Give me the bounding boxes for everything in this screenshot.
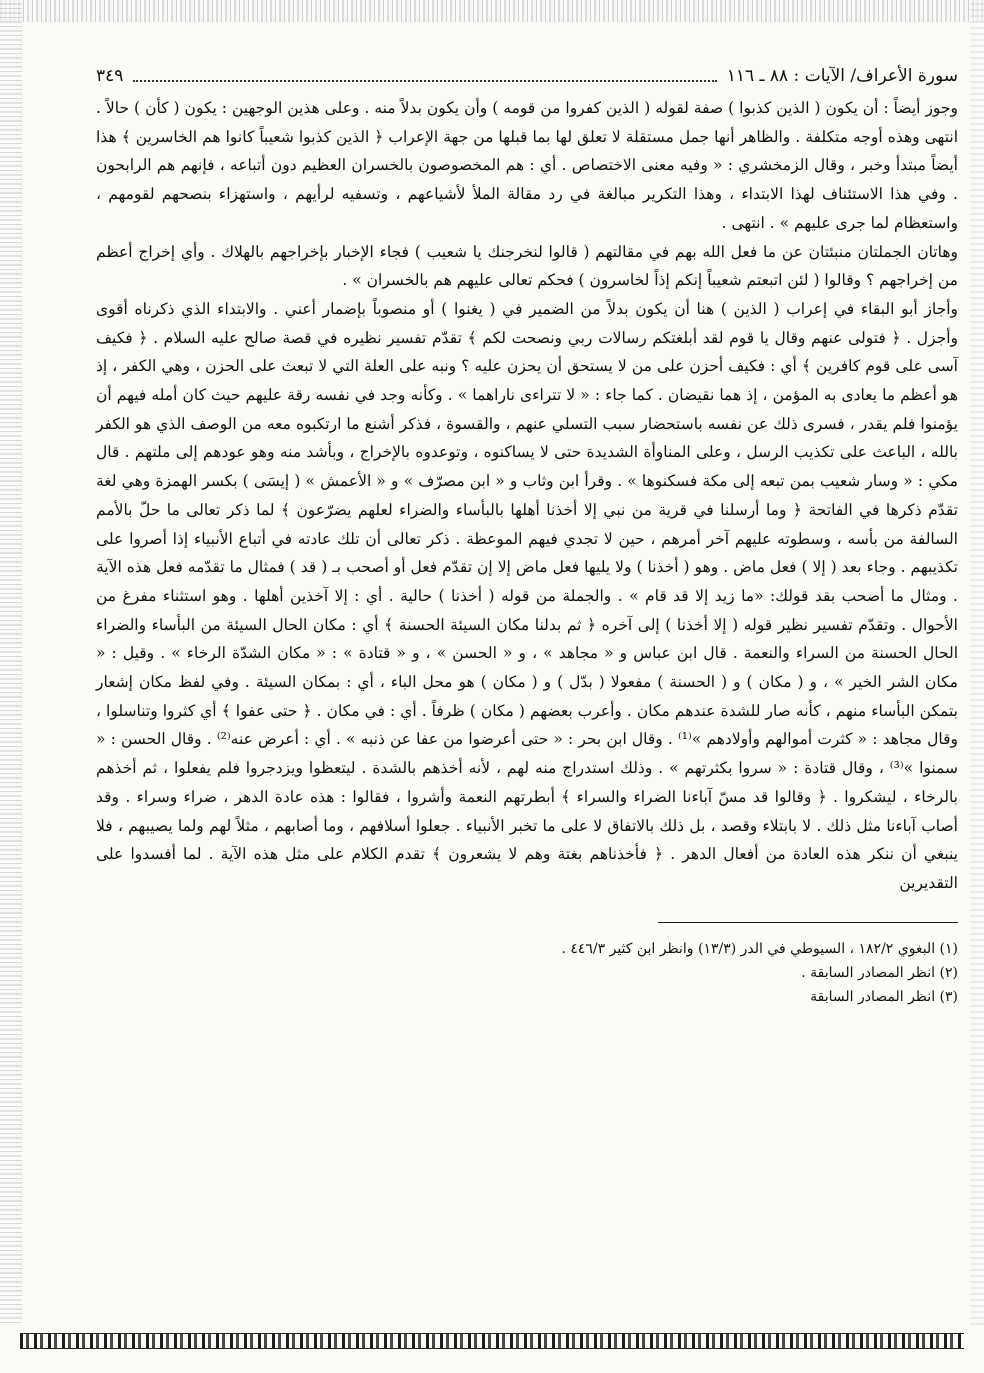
footnote-1: (١) البغوي ١٨٢/٢ ، السيوطي في الدر (١٣/٣) وانظر ابن كثير ٤٤٦/٣ . — [561, 940, 958, 957]
footnote-3: (٣) انظر المصادر السابقة — [810, 988, 958, 1005]
paragraph-1: وجوز أيضاً : أن يكون ( الذين كذبوا ) صفة لقوله ( الذين كفروا من قومه ) وأن يكون بدلاً منه . وعلى هذين الوجهين : يكون ( كأن ) حالاً . انتهى وهذه أوجه متكلفة . والظاهر أنها جمل مستقلة لا تعلق لها بما قبلها من جهة الإعراب ﴿ الذين كذبوا شعيباً كانوا هم الخاسرين ﴾ هذا أيضاً مبتدأ وخبر ، وقال الزمخشري : « وفيه معنى الاختصاص . أي : هم المخصوصون بالخسران العظيم دون أتباعه ، فإنهم هم الرابحون . وفي هذا الاستئناف لهذا الابتداء ، وهذا التكرير مبالغة في رد مقالة الملأ لأشياعهم ، وتسفيه لرأيهم ، واستهزاء بنصحهم لقومهم ، واستعظام لما جرى عليهم » . انتهى . — [96, 99, 958, 232]
paragraph-2: وهاتان الجملتان منبئتان عن ما فعل الله بهم في مقالتهم ( قالوا لنخرجنك يا شعيب ) فجاء الإخبار بإخراجهم بالهلاك . وأي إخراج أعظم من إخراجهم ؟ وقالوا ( لئن اتبعتم شعيباً إنكم إذاً لخاسرون ) فحكم تعالى عليهم هم بالخسران » . — [96, 242, 958, 290]
ornamental-border — [20, 1333, 964, 1349]
page-border-bottom — [0, 1325, 984, 1373]
header-title: سورة الأعراف/ الآيات : ٨٨ ـ ١١٦ — [726, 66, 958, 86]
running-header — [96, 62, 958, 90]
footnotes — [96, 937, 958, 1009]
footnote-2: (٢) انظر المصادر السابقة . — [801, 964, 958, 981]
main-text — [96, 94, 958, 898]
header-leader-dots — [133, 80, 716, 82]
document-page — [96, 62, 958, 1009]
paragraph-3: وأجاز أبو البقاء في إعراب ( الذين ) هنا أن يكون بدلاً من الضمير في ( يغنوا ) أو منصوباً بإضمار أعني . والابتداء الذي ذكرناه أقوى وأجزل . ﴿ فتولى عنهم وقال يا قوم لقد أبلغتكم رسالات ربي ونصحت لكم ﴾ تقدّم تفسير نظيره في قصة صالح عليه السلام . ﴿ فكيف آسى على قوم كافرين ﴾ أي : فكيف أحزن على من لا يستحق أن يحزن عليه ؟ ونبه على العلة التي لا تبعث على الحزن ، وهي الكفر ، إذ هو أعظم ما يعادى به المؤمن ، إذ هما نقيضان . كما جاء : « لا تتراءى ناراهما » . وكأنه وجد في نفسه رقة عليهم حيث كان أمله فيهم أن يؤمنوا فلم يقدر ، فسرى ذلك عن نفسه باستحضار سبب التسلي عنهم ، والقسوة ، فذكر أشنع ما ارتكبوه معه من الوصف الذي هو الكفر بالله ، الباعث على تكذيب الرسل ، وعلى المناوأة الشديدة حتى لا يساكنوه ، وتوعدوه بالإخراج ، وبأشد منه وهو عودهم إلى ملتهم . قال مكي : « وسار شعيب بمن تبعه إلى مكة فسكنوها » . وقرأ ابن وثاب و « ابن مصرّف » و « الأعمش » ( إيسَى ) بكسر الهمزة وهي لغة تقدّم ذكرها في الفاتحة ﴿ وما أرسلنا في قرية من نبي إلا أخذنا أهلها بالبأساء والضراء لعلهم يضرّعون ﴾ لما ذكر تعالى ما حلّ بالأمم السالفة من بأسه ، وسطوته عليهم آخر أمرهم ، حين لا تجدي فيهم الموعظة . ذكر تعالى أن تلك عادته في أتباع الأنبياء إذا أصروا على تكذيبهم . وجاء بعد ( إلا ) فعل ماض . وهو ( أخذنا ) ولا يليها فعل ماض إلا إن تقدّم فعل أو أصحب بـ ( قد ) فمثال ما تقدّمه فعل هذه الآية . ومثال ما أصحب بقد قولك: «ما زيد إلا قد قام » . والجملة من قوله ( أخذنا ) حالية . أي : إلا آخذين أهلها . وهو استثناء مفرغ من الأحوال . وتقدّم تفسير نظير قوله ( إلا أخذنا ) إلى آخره ﴿ ثم بدلنا مكان السيئة الحسنة ﴾ أي : مكان الحال السيئة من البأساء والضراء الحال الحسنة من السراء والنعمة . قال ابن عباس و « مجاهد » ، و « الحسن » ، و « قتادة » : « مكان الشدّة الرخاء » . وقيل : « مكان الشر الخير » ، و ( مكان ) و ( الحسنة ) مفعولا ( بدّل ) و ( مكان ) هو محل الباء ، أي : بمكان السيئة . وفي لفظ مكان إشعار بتمكن البأساء منهم ، كأنه صار للشدة عندهم مكان . وأعرب بعضهم ( مكان ) ظرفاً . أي : في مكان . ﴿ حتى عفوا ﴾ أي كثروا وتناسلوا ، وقال مجاهد : « كثرت أموالهم وأولادهم »⁽¹⁾ . وقال ابن بحر : « حتى أعرضوا من عفا عن ذنبه » . أي : أعرض عنه⁽²⁾ . وقال الحسن : « سمنوا »⁽³⁾ ، وقال قتادة : « سروا بكثرتهم » . وذلك استدراج منه لهم ، لأنه أخذهم بالشدة . ليتعظوا ويزدجروا فلم يفعلوا ، ثم أخذهم بالرخاء ، ليشكروا . ﴿ وقالوا قد مسّ آباءنا الضراء والسراء ﴾ أبطرتهم النعمة وأشروا ، فقالوا : هذه عادة الدهر ، ضراء وسراء . وقد أصاب آباءنا مثل ذلك . لا بابتلاء وقصد ، بل ذلك بالاتفاق لا على ما تخبر الأنبياء . جعلوا أسلافهم ، وما أصابهم ، مثلاً لهم ولما يصيبهم ، فلا ينبغي أن ننكر هذه العادة من أفعال الدهر . ﴿ فأخذناهم بغتة وهم لا يشعرون ﴾ تقدم الكلام على مثل هذه الآية . لما أفسدوا على التقديرين — [96, 299, 959, 892]
page-border-right — [970, 0, 984, 1373]
page-number: ٣٤٩ — [96, 66, 124, 86]
page-border-left — [0, 0, 22, 1373]
footnote-separator — [658, 922, 958, 923]
page-border-top — [0, 0, 984, 22]
